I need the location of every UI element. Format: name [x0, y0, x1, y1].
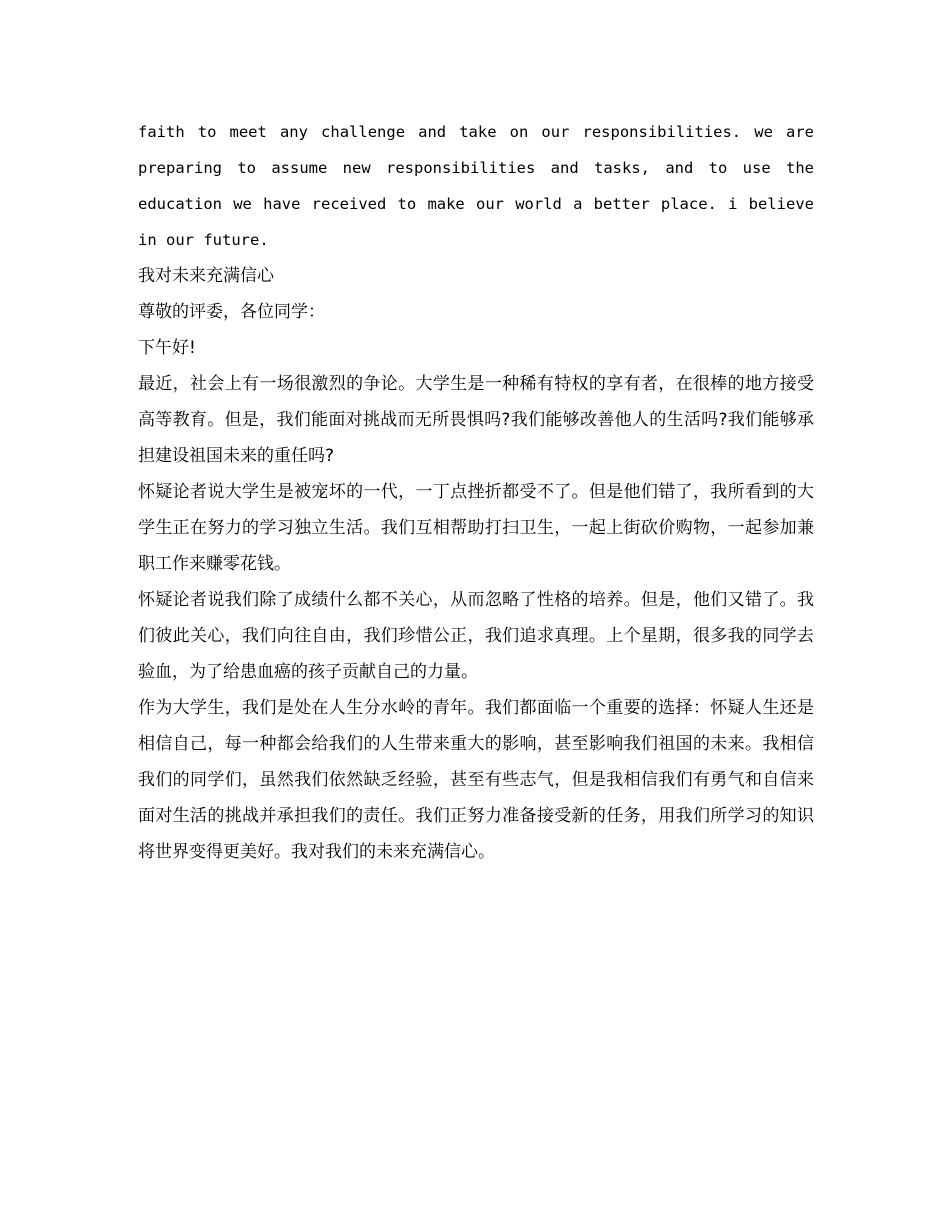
body-paragraph: 怀疑论者说大学生是被宠坏的一代，一丁点挫折都受不了。但是他们错了，我所看到的大学生正在努力的学习独立生活。我们互相帮助打扫卫生，一起上街砍价购物，一起参加兼职工作来赚零花钱。	[138, 482, 814, 574]
greeting: 下午好!	[138, 338, 196, 358]
salutation: 尊敬的评委，各位同学：	[138, 302, 325, 322]
body-paragraph: 最近，社会上有一场很激烈的争论。大学生是一种稀有特权的享有者，在很棒的地方接受高等教育。但是，我们能面对挑战而无所畏惧吗?我们能够改善他人的生活吗?我们能够承担建设祖国未来的重任吗?	[138, 374, 814, 466]
body-paragraph: 怀疑论者说我们除了成绩什么都不关心，从而忽略了性格的培养。但是，他们又错了。我们彼此关心，我们向往自由，我们珍惜公正，我们追求真理。上个星期，很多我的同学去验血，为了给患血癌的孩子贡献自己的力量。	[138, 590, 814, 682]
document-body	[138, 114, 814, 870]
speech-title: 我对未来充满信心	[138, 266, 274, 286]
body-paragraph: 作为大学生，我们是处在人生分水岭的青年。我们都面临一个重要的选择：怀疑人生还是相信自己，每一种都会给我们的人生带来重大的影响，甚至影响我们祖国的未来。我相信我们的同学们，虽然我们依然缺乏经验，甚至有些志气，但是我相信我们有勇气和自信来面对生活的挑战并承担我们的责任。我们正努力准备接受新的任务，用我们所学习的知识将世界变得更美好。我对我们的未来充满信心。	[138, 698, 814, 862]
english-paragraph: faith to meet any challenge and take on our responsibilities. we are preparing to assume new responsibilities and tasks, and to use the education we have received to make our world a better place. i believe in our future.	[138, 123, 814, 249]
